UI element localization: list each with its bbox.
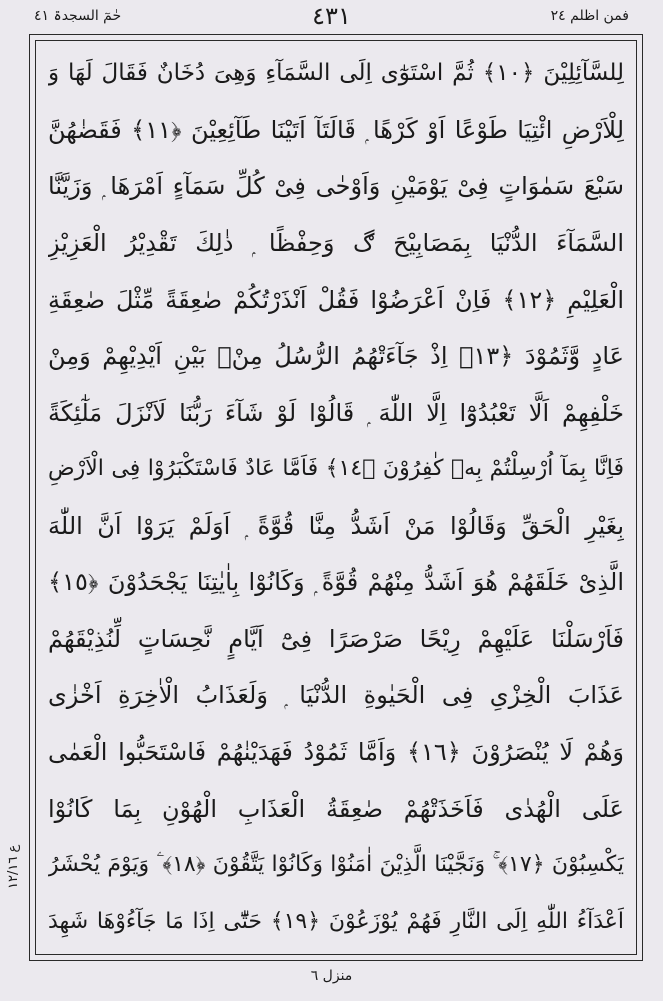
text-line	[48, 667, 624, 724]
text-line-content: سَبْعَ سَمٰوَاتٍ فِىْ يَوْمَيْنِ وَاَوْحٰى فِىْ كُلِّ سَمَآءٍ اَمْرَهَا ۭ وَزَيَّنَّا	[48, 172, 624, 201]
manzil-footer: منزل ٦	[310, 968, 353, 984]
surah-name: حٰمٓ السجدۃ ٤١	[34, 8, 122, 24]
para-name: فمن اظلم ٢٤	[550, 8, 629, 24]
text-line-content: لِلْاَرْضِ ائْتِيَا طَوْعًا اَوْ كَرْهًا ۭ قَالَتَآ اَتَيْنَا طَآئِعِيْنَ ﴿١١﴾ فَقَضٰهُنَّ	[48, 115, 624, 144]
page-frame-inner	[35, 40, 637, 955]
text-line	[48, 780, 624, 837]
text-line-content: يَكْسِبُوْنَ ﴿١٧﴾ ۚ وَنَجَّيْنَا الَّذِيْنَ اٰمَنُوْا وَكَانُوْا يَتَّقُوْنَ ﴿١٨﴾ ۧ وَيَوْمَ يُحْشَرُ	[48, 852, 624, 878]
text-line	[48, 441, 624, 498]
text-line	[48, 554, 624, 611]
text-line-content: خَلْفِهِمْ اَلَّا تَعْبُدُوْٓا اِلَّا اللّٰهَ ۭ قَالُوْا لَوْ شَآءَ رَبُّنَا لَاَنْزَلَ مَلٰٓئِكَةً	[48, 398, 624, 427]
text-line	[48, 158, 624, 215]
text-line-content: بِغَيْرِ الْحَقِّ وَقَالُوْا مَنْ اَشَدُّ مِنَّا قُوَّةً ۭ اَوَلَمْ يَرَوْا اَنَّ اللّٰهَ	[48, 511, 624, 540]
text-line-content: الَّذِىْ خَلَقَهُمْ هُوَ اَشَدُّ مِنْهُمْ قُوَّةً ۭ وَكَانُوْا بِاٰيٰتِنَا يَجْحَدُوْنَ ﴿١٥﴾	[48, 568, 624, 597]
text-line-content: عَادٍ وَّثَمُوْدَ ﴿١٣﴾ اِذْ جَآءَتْهُمُ الرُّسُلُ مِنْۢ بَيْنِ اَيْدِيْهِمْ وَمِنْ	[48, 342, 624, 371]
text-line	[48, 611, 624, 668]
text-line	[48, 893, 624, 950]
text-line	[48, 328, 624, 385]
text-line	[48, 837, 624, 894]
text-line-content: اَعْدَآءُ اللّٰهِ اِلَى النَّارِ فَهُمْ يُوْزَعُوْنَ ﴿١٩﴾ حَتّٰٓى اِذَا مَا جَآءُوْهَا شَهِدَ	[48, 908, 624, 934]
text-line-content: السَّمَآءَ الدُّنْيَا بِمَصَابِيْحَ ڰ وَحِفْظًا ۭ ذٰلِكَ تَقْدِيْرُ الْعَزِيْزِ	[48, 228, 624, 257]
page-number: ٤٣١	[312, 2, 351, 30]
text-line-content: عَلَى الْهُدٰى فَاَخَذَتْهُمْ صٰعِقَةُ الْعَذَابِ الْهُوْنِ بِمَا كَانُوْا	[48, 794, 624, 823]
text-line-content: وَهُمْ لَا يُنْصَرُوْنَ ﴿١٦﴾ وَاَمَّا ثَمُوْدُ فَهَدَيْنٰهُمْ فَاسْتَحَبُّوا الْعَمٰى	[48, 738, 624, 767]
text-line-content: لِلسَّآئِلِيْنَ ﴿١٠﴾ ثُمَّ اسْتَوٰٓى اِلَى السَّمَآءِ وَهِىَ دُخَانٌ فَقَالَ لَهَا وَ	[48, 59, 624, 86]
text-line-content: عَذَابَ الْخِزْىِ فِى الْحَيٰوةِ الدُّنْيَا ۭ وَلَعَذَابُ الْاٰخِرَةِ اَخْزٰى	[48, 681, 624, 710]
text-line-content: فَاِنَّا بِمَآ اُرْسِلْتُمْ بِهٖ كٰفِرُوْنَ ﴿١٤﴾ فَاَمَّا عَادٌ فَاسْتَكْبَرُوْا فِى الْاَرْضِ	[48, 456, 624, 482]
ruku-marker: ع ١٢/١٦	[6, 844, 21, 890]
text-line	[48, 215, 624, 272]
page-frame	[29, 34, 643, 961]
text-line-content: فَاَرْسَلْنَا عَلَيْهِمْ رِيْحًا صَرْصَرًا فِىْٓ اَيَّامٍ نَّحِسَاتٍ لِّنُذِيْقَهُمْ	[48, 624, 624, 653]
page-header	[30, 4, 633, 34]
text-line	[48, 384, 624, 441]
text-line	[48, 498, 624, 555]
text-line-content: الْعَلِيْمِ ﴿١٢﴾ فَاِنْ اَعْرَضُوْا فَقُلْ اَنْذَرْتُكُمْ صٰعِقَةً مِّثْلَ صٰعِقَةِ	[48, 285, 624, 314]
text-line	[48, 45, 624, 102]
text-block	[48, 45, 624, 950]
text-line	[48, 724, 624, 781]
text-line	[48, 271, 624, 328]
text-line	[48, 102, 624, 159]
